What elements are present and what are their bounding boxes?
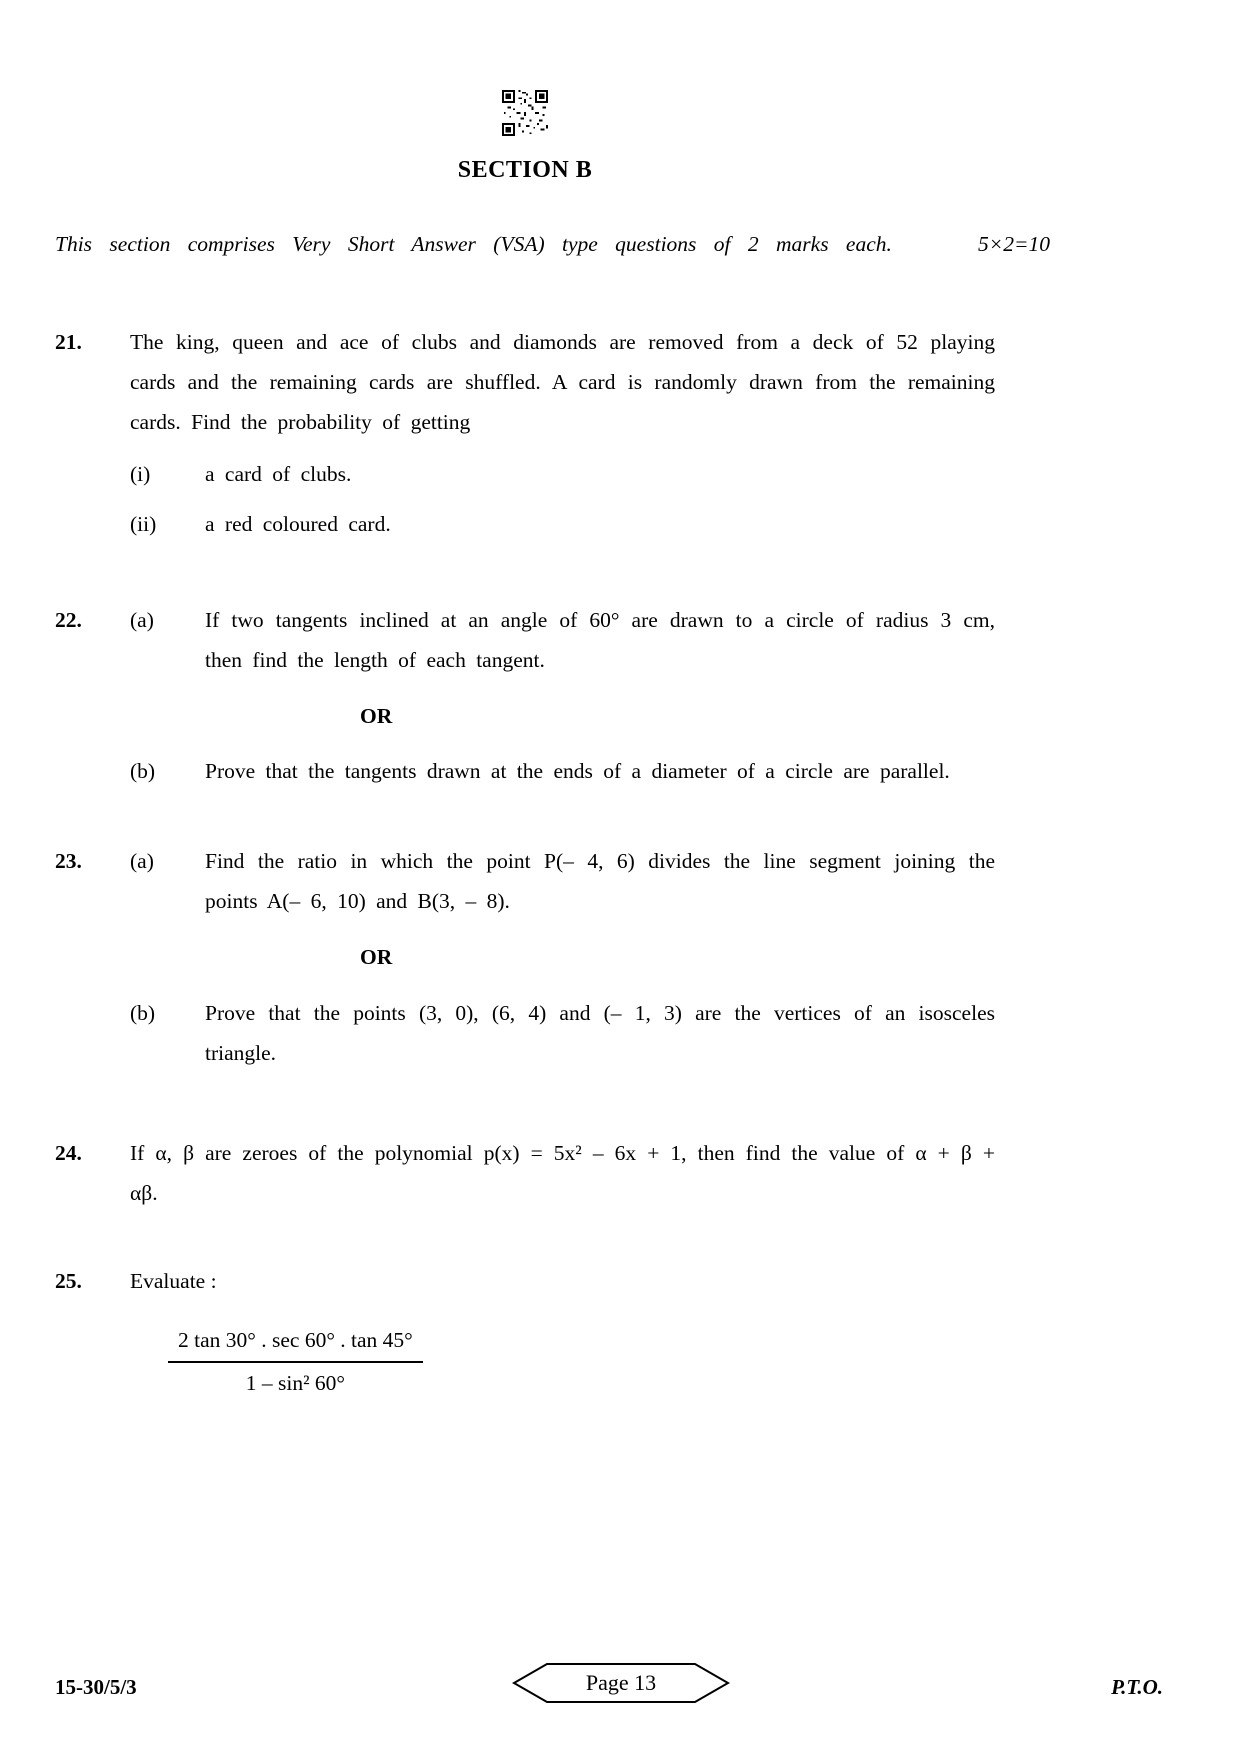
subpart-ii	[130, 505, 995, 545]
question-21-text: The king, queen and ace of clubs and diamonds are removed from a deck of 52 playing cards and the remaining cards are shuffled. A card is randomly drawn from the remaining cards. Find the probability of getting	[130, 329, 995, 434]
part-b-text: Prove that the points (3, 0), (6, 4) and (– 1, 3) are the vertices of an isosceles triangle.	[205, 1001, 995, 1066]
question-25	[55, 1262, 995, 1403]
question-25-text: Evaluate :	[130, 1269, 217, 1294]
question-23-number: 23.	[55, 849, 82, 874]
page-number-box	[511, 1660, 731, 1706]
question-22-part-a	[130, 601, 995, 681]
question-22-part-b	[130, 752, 995, 792]
qr-code-icon	[502, 90, 548, 136]
intro-text: This section comprises Very Short Answer (VSA) type questions of 2 marks each.	[55, 231, 892, 256]
fraction-expression	[168, 1324, 423, 1399]
part-b-text: Prove that the tangents drawn at the ends of a diameter of a circle are parallel.	[205, 759, 950, 784]
or-separator: OR	[360, 703, 393, 728]
question-24	[55, 1134, 995, 1214]
part-a-text: Find the ratio in which the point P(– 4, 6) divides the line segment joining the points A(– 6, 10) and B(3, – 8).	[205, 849, 995, 914]
subpart-ii-text: a red coloured card.	[205, 511, 391, 536]
subpart-i-text: a card of clubs.	[205, 461, 352, 486]
question-21	[55, 323, 995, 545]
pto-label: P.T.O.	[1111, 1675, 1163, 1699]
fraction-numerator: 2 tan 30° . sec 60° . tan 45°	[168, 1324, 423, 1362]
part-b-label: (b)	[130, 1001, 156, 1026]
subpart-ii-label: (ii)	[130, 511, 157, 536]
marks-value: 5×2=10	[977, 231, 1050, 256]
question-22	[55, 601, 995, 793]
question-23-part-a	[130, 842, 995, 922]
question-21-subparts	[130, 455, 995, 545]
subpart-i-label: (i)	[130, 461, 151, 486]
question-24-number: 24.	[55, 1141, 82, 1166]
fraction-denominator: 1 – sin² 60°	[245, 1370, 346, 1395]
question-22-number: 22.	[55, 607, 82, 632]
part-a-text: If two tangents inclined at an angle of 60° are drawn to a circle of radius 3 cm, then find the length of each tangent.	[205, 607, 995, 672]
question-21-number: 21.	[55, 329, 82, 354]
part-a-label: (a)	[130, 849, 154, 874]
subpart-i	[130, 455, 995, 495]
paper-code: 15-30/5/3	[55, 1675, 137, 1699]
part-b-label: (b)	[130, 759, 156, 784]
section-title: SECTION B	[457, 157, 593, 183]
page-footer	[0, 1658, 1241, 1706]
or-separator: OR	[360, 945, 393, 970]
question-23-part-b	[130, 994, 995, 1074]
exam-page-content	[55, 0, 1050, 1404]
section-intro	[55, 225, 1050, 265]
page-number-label: Page 13	[585, 1670, 656, 1695]
question-24-text: If α, β are zeroes of the polynomial p(x) = 5x² – 6x + 1, then find the value of α + β + αβ.	[130, 1141, 995, 1206]
question-23	[55, 842, 995, 1074]
question-25-number: 25.	[55, 1269, 82, 1294]
part-a-label: (a)	[130, 607, 154, 632]
